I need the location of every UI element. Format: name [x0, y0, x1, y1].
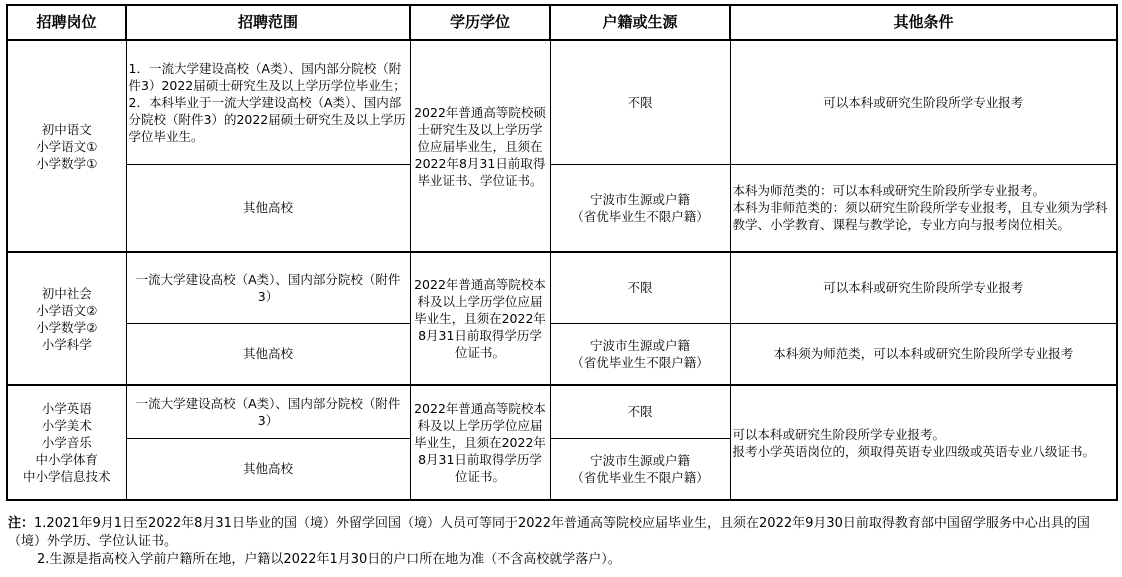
position-name: 中小学信息技术 — [22, 469, 111, 484]
table-row — [7, 323, 1117, 385]
position-cell — [7, 40, 126, 252]
position-name: 小学数学① — [36, 155, 98, 171]
position-name: 小学英语 — [41, 401, 92, 416]
position-name: 初中语文 — [41, 121, 92, 137]
scope-cell: 其他高校 — [126, 438, 410, 500]
position-cell — [7, 385, 126, 500]
note-2: 2.生源是指高校入学前户籍所在地，户籍以2022年1月30日的户口所在地为准（不含高校就学落户）。 — [37, 552, 621, 567]
header-degree: 学历学位 — [410, 5, 550, 40]
header-row — [7, 5, 1117, 40]
other-cell: 可以本科或研究生阶段所学专业报考 — [730, 252, 1117, 323]
position-name: 小学音乐 — [41, 435, 92, 450]
recruitment-table — [6, 4, 1118, 501]
scope-cell: 一流大学建设高校（A类）、国内部分院校（附件3） — [126, 385, 410, 438]
header-other: 其他条件 — [730, 5, 1117, 40]
other-cell: 本科须为师范类，可以本科或研究生阶段所学专业报考 — [730, 323, 1117, 385]
origin-cell: 宁波市生源或户籍 （省优毕业生不限户籍） — [550, 323, 730, 385]
table-row — [7, 164, 1117, 252]
origin-cell: 不限 — [550, 385, 730, 438]
degree-cell: 2022年普通高等院校本科及以上学历学位应届毕业生，且须在2022年8月31日前取得学历学位证书。 — [410, 252, 550, 385]
degree-cell: 2022年普通高等院校本科及以上学历学位应届毕业生，且须在2022年8月31日前取得学历学位证书。 — [410, 385, 550, 500]
position-cell — [7, 252, 126, 385]
table-row — [7, 40, 1117, 164]
degree-cell: 2022年普通高等院校硕士研究生及以上学历学位应届毕业生，且须在2022年8月31日前取得毕业证书、学位证书。 — [410, 40, 550, 252]
position-name: 中小学体育 — [35, 452, 98, 467]
position-name: 小学数学② — [36, 319, 98, 335]
other-cell: 可以本科或研究生阶段所学专业报考。 报考小学英语岗位的，须取得英语专业四级或英语专业八级证书。 — [730, 385, 1117, 500]
scope-cell: 其他高校 — [126, 164, 410, 252]
origin-cell: 宁波市生源或户籍 （省优毕业生不限户籍） — [550, 438, 730, 500]
notes — [8, 515, 1118, 569]
header-origin: 户籍或生源 — [550, 5, 730, 40]
position-name: 初中社会 — [41, 285, 92, 301]
position-name: 小学科学 — [41, 336, 92, 352]
scope-cell: 一流大学建设高校（A类）、国内部分院校（附件3） — [126, 252, 410, 323]
scope-cell: 1．一流大学建设高校（A类）、国内部分院校（附件3）2022届硕士研究生及以上学历学位毕业生； 2．本科毕业于一流大学建设高校（A类）、国内部分院校（附件3）的2022届硕士研究生及以上学历学位毕业生。 — [126, 40, 410, 164]
other-cell: 本科为师范类的：可以本科或研究生阶段所学专业报考。 本科为非师范类的：须以研究生阶段所学专业报考，且专业须为学科教学、小学教育、课程与教学论，专业方向与报考岗位相关。 — [730, 164, 1117, 252]
table-row — [7, 385, 1117, 438]
header-position: 招聘岗位 — [7, 5, 126, 40]
origin-cell: 不限 — [550, 252, 730, 323]
scope-cell: 其他高校 — [126, 323, 410, 385]
table-row — [7, 252, 1117, 323]
origin-cell: 不限 — [550, 40, 730, 164]
position-name: 小学美术 — [41, 418, 92, 433]
note-1 — [8, 515, 1118, 551]
other-cell: 可以本科或研究生阶段所学专业报考 — [730, 40, 1117, 164]
position-name: 小学语文② — [36, 302, 98, 318]
header-scope: 招聘范围 — [126, 5, 410, 40]
note-1-text: 1.2021年9月1日至2022年8月31日毕业的国（境）外留学回国（境）人员可等同于2022年普通高等院校应届毕业生，且须在2022年9月30日前取得教育部中国留学服务中心出具的国（境）外学历、学位认证书。 — [8, 516, 1090, 549]
origin-cell: 宁波市生源或户籍 （省优毕业生不限户籍） — [550, 164, 730, 252]
position-name: 小学语文① — [36, 138, 98, 154]
note-label: 注： — [8, 516, 35, 531]
